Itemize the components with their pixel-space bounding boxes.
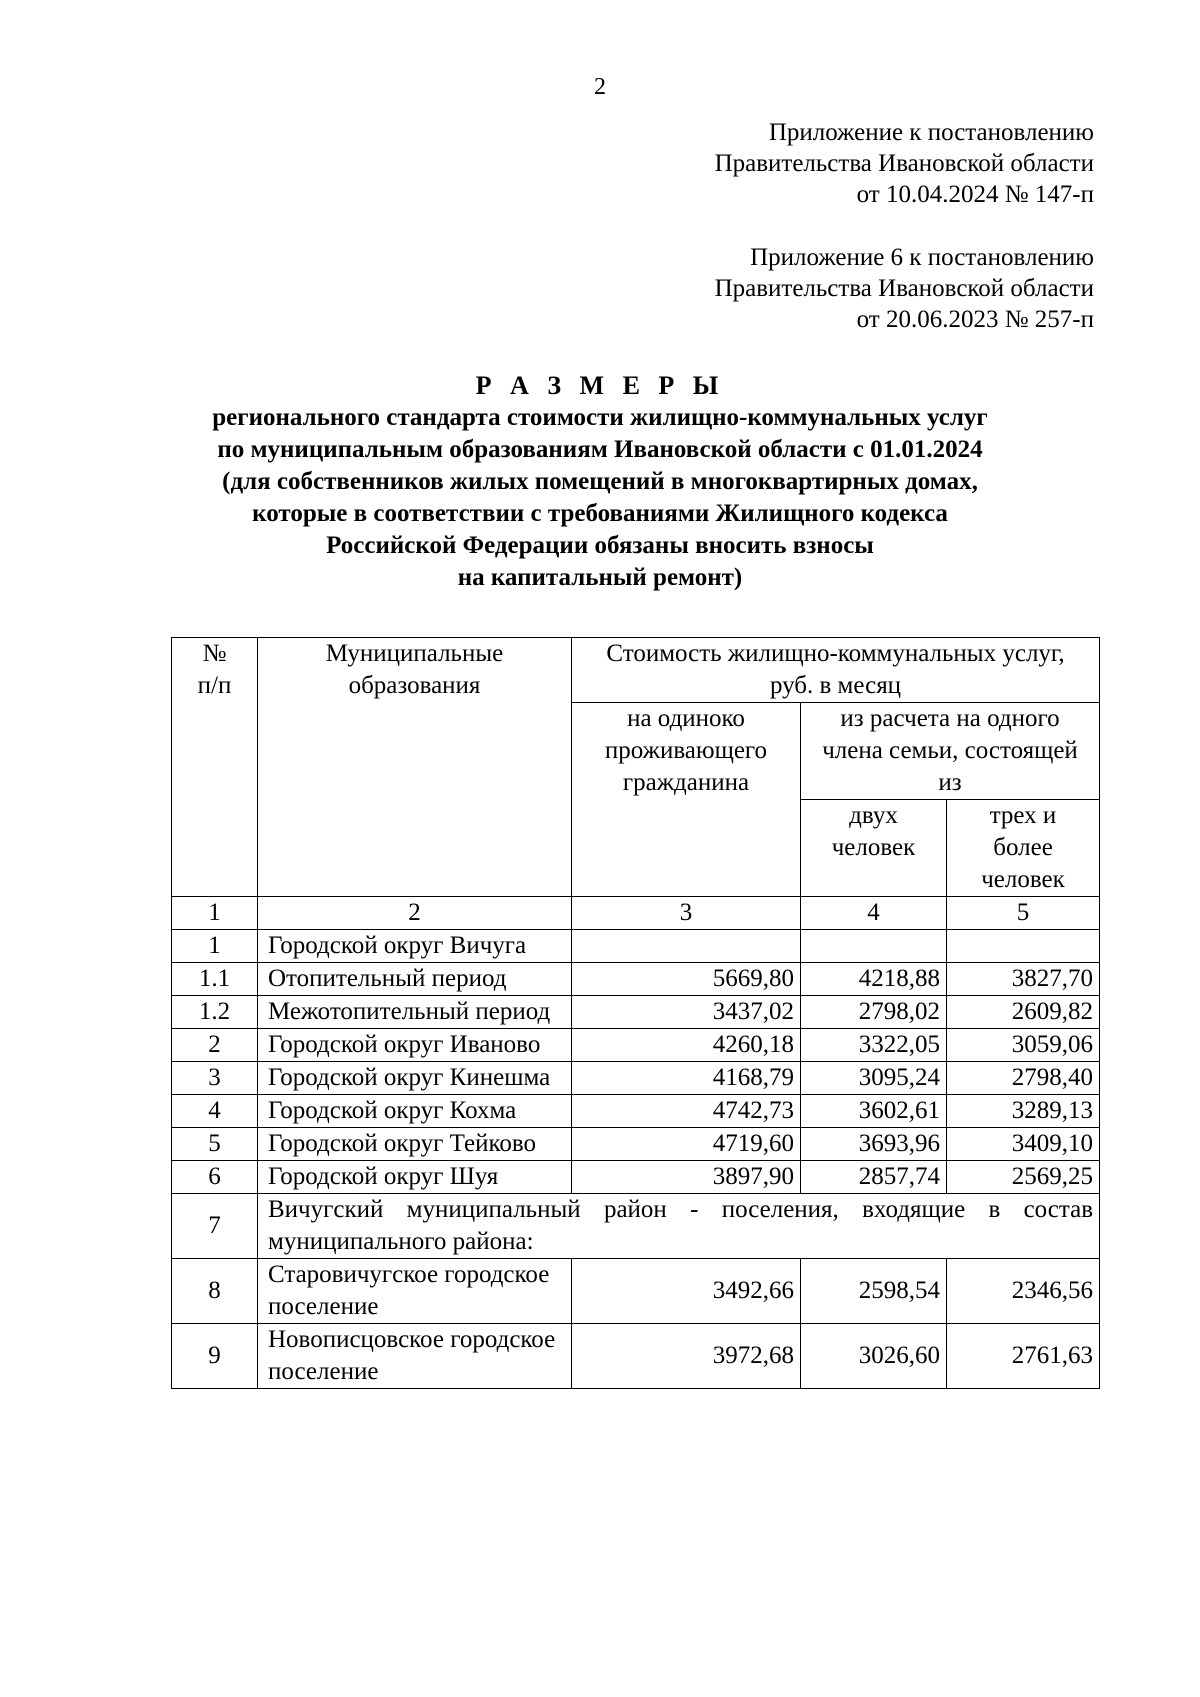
row-value-two: 4218,88 xyxy=(801,963,947,996)
row-value-single: 4260,18 xyxy=(572,1029,801,1062)
row-number: 1 xyxy=(172,930,258,963)
row-value-two: 2798,02 xyxy=(801,996,947,1029)
column-number: 4 xyxy=(801,897,947,930)
row-value-three-plus: 2346,56 xyxy=(947,1259,1100,1324)
row-value-two: 2598,54 xyxy=(801,1259,947,1324)
annex-current-line: от 10.04.2024 № 147-п xyxy=(856,181,1094,208)
title-line: которые в соответствии с требованиями Жилищного кодекса xyxy=(252,500,948,527)
row-municipality: Городской округ Вичуга xyxy=(258,930,572,963)
table-row xyxy=(172,1324,1100,1389)
row-number: 8 xyxy=(172,1259,258,1324)
row-value-three-plus: 2609,82 xyxy=(947,996,1100,1029)
title-heading: Р А З М Е Р Ы xyxy=(475,371,725,400)
header-single: на одиноко проживающего гражданина xyxy=(572,703,801,897)
table-row xyxy=(172,1128,1100,1161)
row-municipality: Городской округ Кохма xyxy=(258,1095,572,1128)
title-line: Российской Федерации обязаны вносить взносы xyxy=(326,532,874,559)
table-row xyxy=(172,1062,1100,1095)
page-number: 2 xyxy=(594,74,606,100)
annex-original-line: Правительства Ивановской области xyxy=(714,275,1094,302)
row-value-single xyxy=(572,930,801,963)
title-line: по муниципальным образованиям Ивановской области с 01.01.2024 xyxy=(217,436,983,463)
column-number: 2 xyxy=(258,897,572,930)
row-value-three-plus: 2798,40 xyxy=(947,1062,1100,1095)
row-number: 7 xyxy=(172,1194,258,1259)
row-number: 1.1 xyxy=(172,963,258,996)
row-value-two: 3322,05 xyxy=(801,1029,947,1062)
row-number: 6 xyxy=(172,1161,258,1194)
row-value-two: 2857,74 xyxy=(801,1161,947,1194)
header-per-member: из расчета на одного члена семьи, состоящей из xyxy=(801,703,1100,800)
table-body xyxy=(172,638,1100,1389)
row-value-single: 4742,73 xyxy=(572,1095,801,1128)
row-value-two xyxy=(801,930,947,963)
annex-original xyxy=(715,242,1094,335)
row-number: 2 xyxy=(172,1029,258,1062)
row-municipality: Отопительный период xyxy=(258,963,572,996)
annex-current xyxy=(715,117,1094,210)
header-cost-group: Стоимость жилищно-коммунальных услуг, руб. в месяц xyxy=(572,638,1100,703)
table-row xyxy=(172,1194,1100,1259)
row-municipality: Городской округ Кинешма xyxy=(258,1062,572,1095)
row-value-two: 3026,60 xyxy=(801,1324,947,1389)
row-number: 4 xyxy=(172,1095,258,1128)
column-number: 1 xyxy=(172,897,258,930)
document-title xyxy=(0,370,1200,594)
header-number: № п/п xyxy=(172,638,258,897)
row-municipality: Межотопительный период xyxy=(258,996,572,1029)
row-value-three-plus: 3289,13 xyxy=(947,1095,1100,1128)
row-number: 3 xyxy=(172,1062,258,1095)
header-three-plus: трех и более человек xyxy=(947,800,1100,897)
row-value-single: 3437,02 xyxy=(572,996,801,1029)
row-value-single: 3972,68 xyxy=(572,1324,801,1389)
row-municipality: Старовичугское городское поселение xyxy=(258,1259,572,1324)
table-row xyxy=(172,930,1100,963)
table-row xyxy=(172,996,1100,1029)
row-value-two: 3602,61 xyxy=(801,1095,947,1128)
row-value-single: 5669,80 xyxy=(572,963,801,996)
row-value-three-plus: 3059,06 xyxy=(947,1029,1100,1062)
row-value-single: 4168,79 xyxy=(572,1062,801,1095)
annex-original-line: Приложение 6 к постановлению xyxy=(750,244,1094,271)
row-value-three-plus xyxy=(947,930,1100,963)
header-row xyxy=(172,638,1100,703)
row-number: 9 xyxy=(172,1324,258,1389)
row-municipality: Городской округ Шуя xyxy=(258,1161,572,1194)
row-number: 5 xyxy=(172,1128,258,1161)
annex-current-line: Приложение к постановлению xyxy=(768,119,1094,146)
table-row xyxy=(172,1029,1100,1062)
row-value-single: 3897,90 xyxy=(572,1161,801,1194)
row-number: 1.2 xyxy=(172,996,258,1029)
row-value-single: 3492,66 xyxy=(572,1259,801,1324)
column-number-row xyxy=(172,897,1100,930)
table-row xyxy=(172,1161,1100,1194)
row-value-three-plus: 3409,10 xyxy=(947,1128,1100,1161)
title-line: на капитальный ремонт) xyxy=(457,564,743,591)
row-municipality: Новописцовское городское поселение xyxy=(258,1324,572,1389)
row-value-single: 4719,60 xyxy=(572,1128,801,1161)
header-two: двух человек xyxy=(801,800,947,897)
row-value-three-plus: 3827,70 xyxy=(947,963,1100,996)
table-row xyxy=(172,1259,1100,1324)
row-municipality: Городской округ Иваново xyxy=(258,1029,572,1062)
title-line: регионального стандарта стоимости жилищно-коммунальных услуг xyxy=(212,404,988,431)
row-municipality: Городской округ Тейково xyxy=(258,1128,572,1161)
row-municipality: Вичугский муниципальный район - поселения, входящие в состав муниципального района: xyxy=(258,1194,1100,1259)
header-municipality: Муниципальные образования xyxy=(258,638,572,897)
table-row xyxy=(172,963,1100,996)
row-value-two: 3693,96 xyxy=(801,1128,947,1161)
row-value-two: 3095,24 xyxy=(801,1062,947,1095)
row-value-three-plus: 2761,63 xyxy=(947,1324,1100,1389)
annex-current-line: Правительства Ивановской области xyxy=(714,150,1094,177)
annex-original-line: от 20.06.2023 № 257-п xyxy=(856,306,1094,333)
row-value-three-plus: 2569,25 xyxy=(947,1161,1100,1194)
column-number: 3 xyxy=(572,897,801,930)
column-number: 5 xyxy=(947,897,1100,930)
title-line: (для собственников жилых помещений в многоквартирных домах, xyxy=(222,468,978,495)
table-row xyxy=(172,1095,1100,1128)
cost-table xyxy=(171,637,1100,1389)
